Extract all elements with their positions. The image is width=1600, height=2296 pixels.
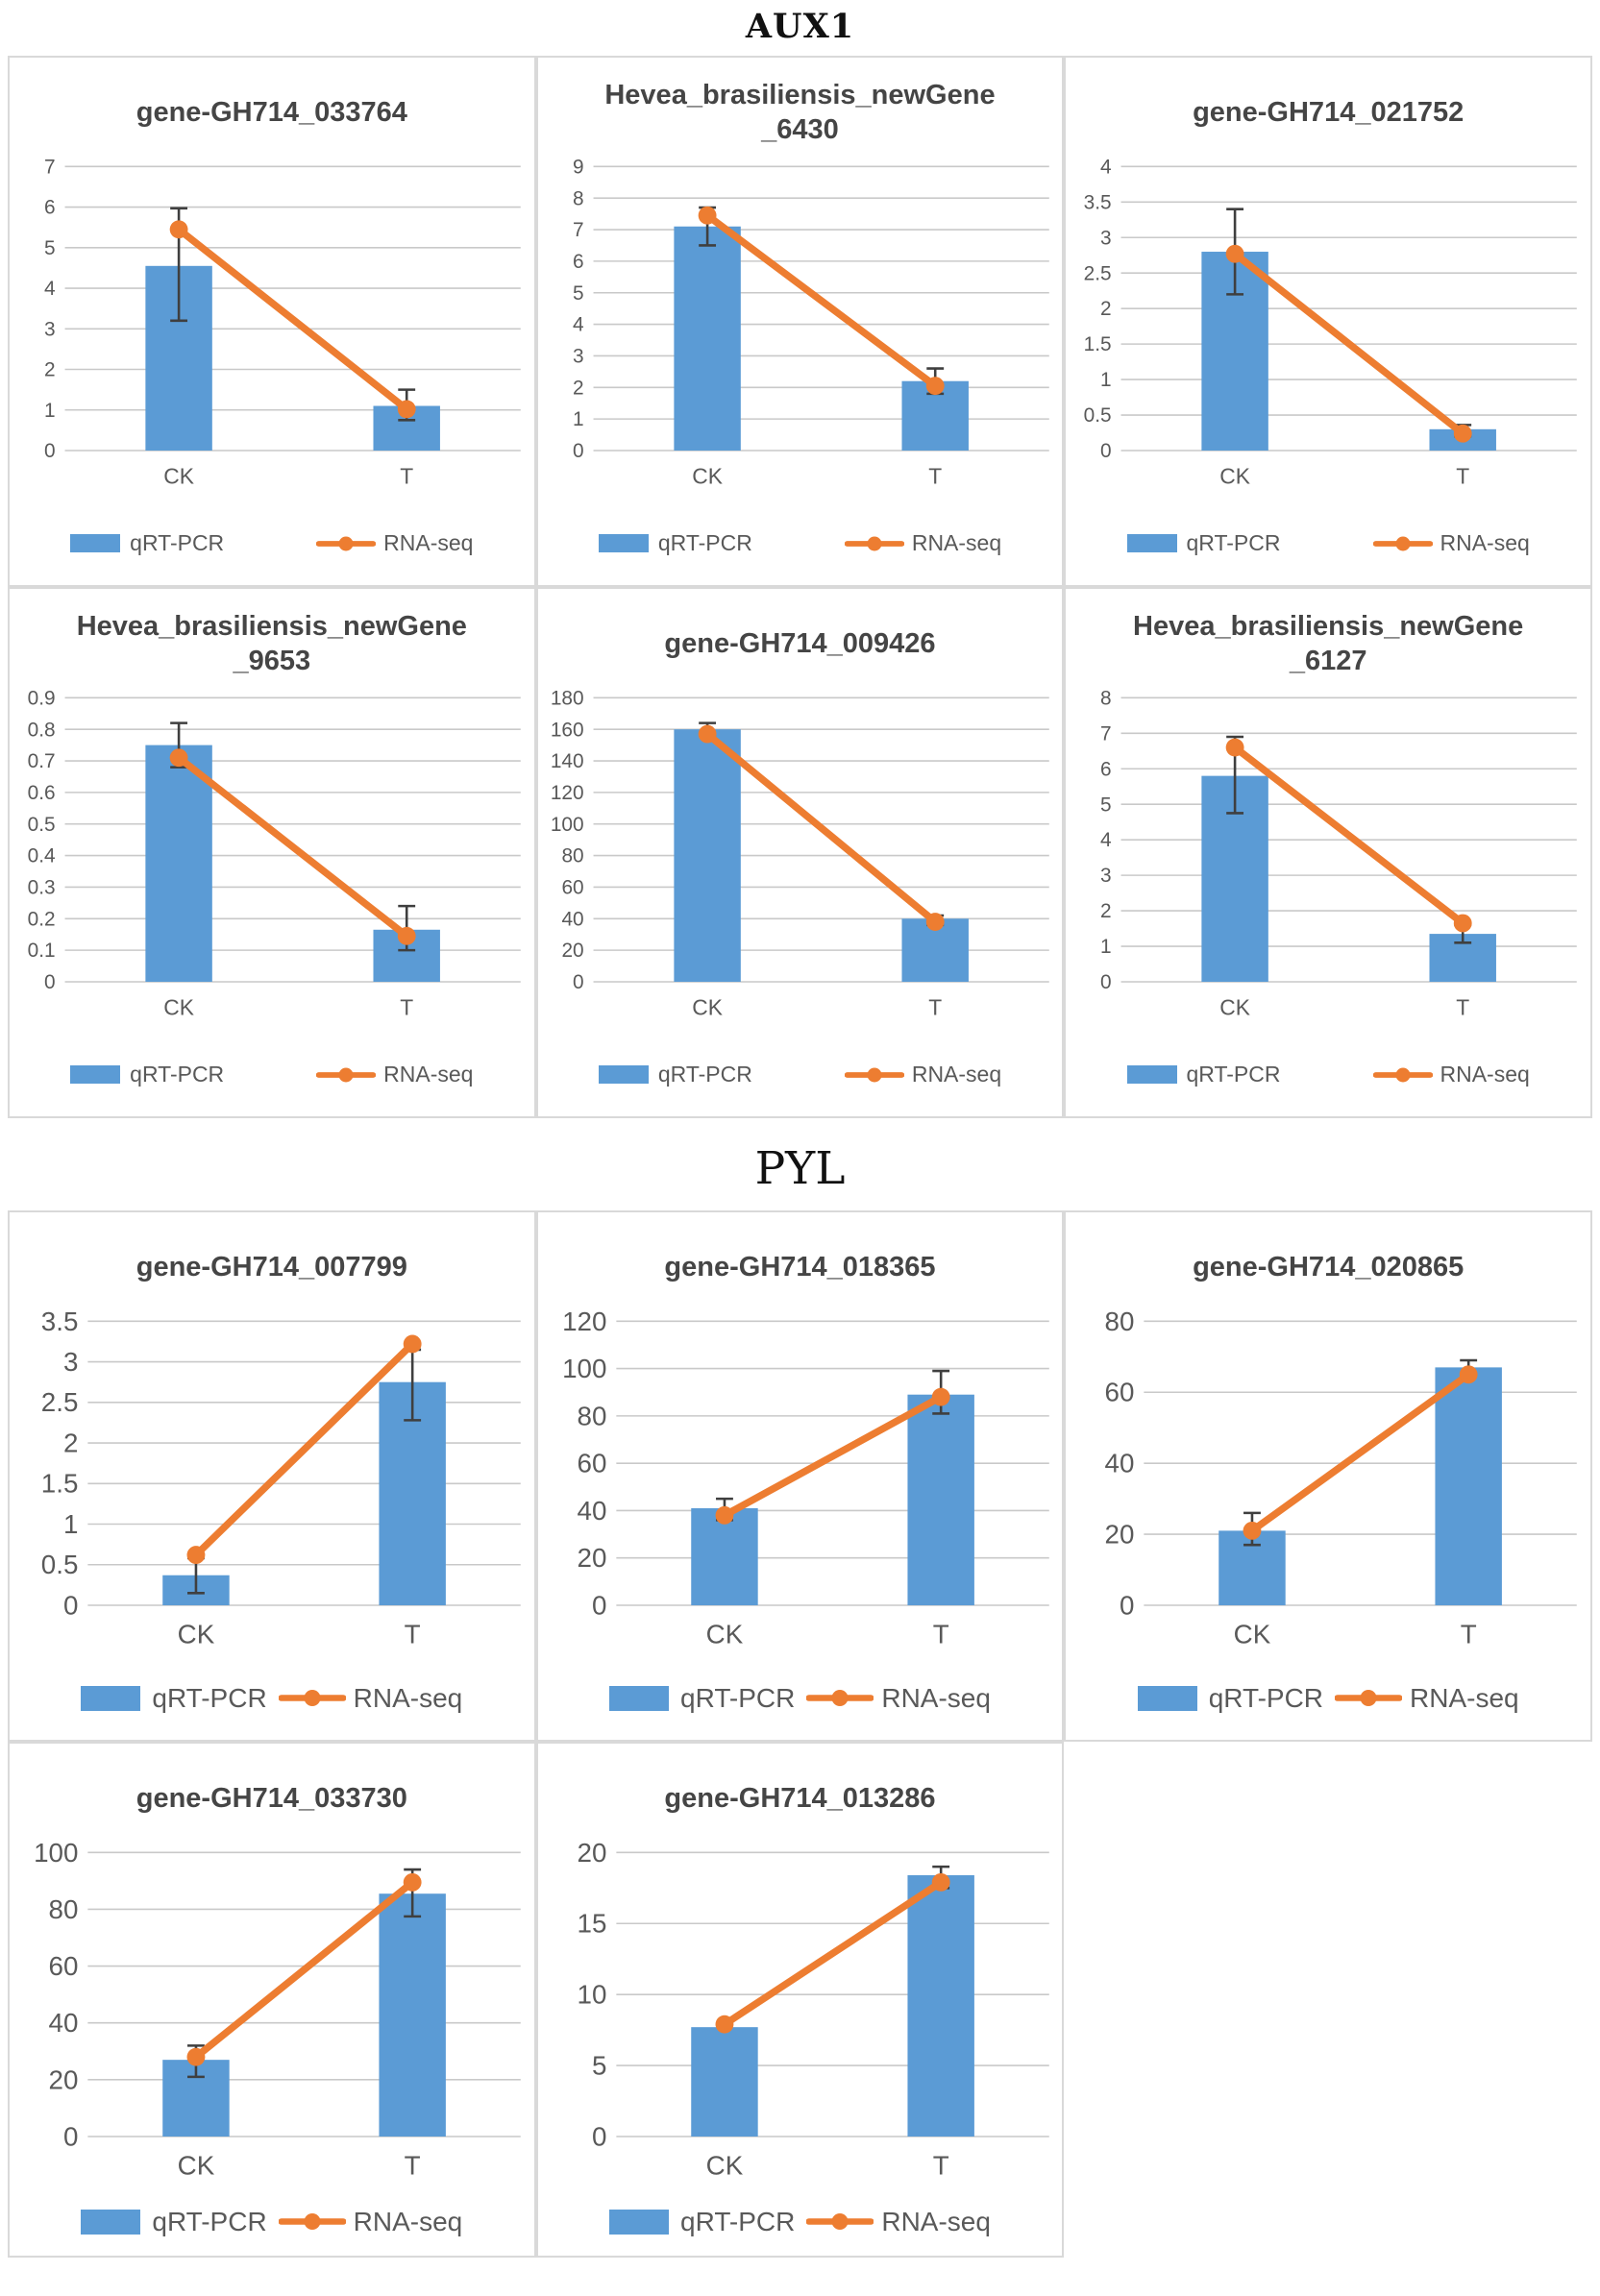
- line-series-marker-icon: [806, 2211, 874, 2233]
- y-tick-label: 7: [572, 219, 584, 242]
- line-series-marker-icon: [1335, 1687, 1402, 1709]
- x-category-label: T: [927, 994, 942, 1020]
- x-category-label: T: [1461, 1619, 1477, 1649]
- bar-t: [1436, 1368, 1502, 1606]
- chart-legend: [538, 1033, 1063, 1116]
- chart-plot: [1066, 1308, 1590, 1656]
- y-tick-label: 0.1: [27, 940, 56, 963]
- y-tick-label: 6: [44, 196, 56, 219]
- bar-ck: [691, 2027, 757, 2137]
- chart-plot: [10, 1840, 534, 2187]
- x-category-label: CK: [177, 2150, 215, 2181]
- chart-plot: [1066, 685, 1590, 1033]
- y-tick-label: 0: [572, 971, 584, 994]
- bar-series-swatch-icon: [609, 1686, 669, 1711]
- bar-series: [162, 1894, 446, 2137]
- x-category-label: T: [400, 994, 414, 1020]
- legend-label-line: RNA-seq: [353, 1682, 463, 1713]
- line-marker-ck: [1226, 245, 1244, 263]
- bar-series: [1219, 1368, 1503, 1606]
- line-marker-ck: [170, 749, 188, 768]
- x-category-label: T: [932, 2150, 949, 2181]
- chart-plot: [10, 1308, 534, 1656]
- y-tick-label: 80: [561, 844, 584, 867]
- chart-legend: [10, 1656, 534, 1740]
- bar-series: [162, 1382, 446, 1605]
- chart-legend: [10, 501, 534, 585]
- x-category-label: CK: [705, 2150, 743, 2181]
- legend-item-rnaseq: [845, 530, 1001, 556]
- chart-plot: [538, 1840, 1063, 2187]
- legend-item-qrtpcr: [1127, 530, 1281, 556]
- chart-plot: [538, 685, 1063, 1033]
- legend-label-line: RNA-seq: [881, 1682, 991, 1713]
- x-category-label: CK: [691, 994, 723, 1020]
- y-tick-label: 40: [1104, 1448, 1135, 1478]
- legend-item-rnaseq: [279, 1683, 463, 1714]
- x-category-label: T: [404, 2150, 421, 2181]
- legend-item-qrtpcr: [1138, 1683, 1323, 1714]
- y-tick-label: 60: [561, 876, 584, 899]
- bar-ck: [674, 227, 740, 451]
- line-marker-t: [931, 1873, 949, 1892]
- bar-series-swatch-icon: [1138, 1686, 1197, 1711]
- bar-ck: [674, 729, 740, 982]
- y-tick-label: 1: [1100, 936, 1112, 959]
- legend-item-qrtpcr: [81, 1683, 266, 1714]
- legend-label-bar: qRT-PCR: [1186, 1062, 1281, 1087]
- legend-item-qrtpcr: [70, 1062, 224, 1087]
- line-series-marker-icon: [316, 534, 376, 553]
- line-series: [179, 758, 406, 937]
- chart-panel: [8, 1742, 536, 2258]
- legend-item-rnaseq: [316, 530, 473, 556]
- panel-title: gene-GH714_009426: [664, 628, 936, 660]
- chart-panel: [1064, 1210, 1592, 1742]
- y-tick-label: 4: [44, 278, 56, 301]
- y-tick-label: 0.5: [40, 1550, 79, 1580]
- legend-item-rnaseq: [316, 1062, 473, 1087]
- legend-item-qrtpcr: [609, 1683, 795, 1714]
- y-tick-label: 1: [572, 408, 584, 431]
- y-tick-label: 9: [572, 156, 584, 179]
- y-tick-label: 3: [62, 1347, 79, 1378]
- y-tick-label: 5: [1100, 794, 1112, 817]
- x-category-label: CK: [1234, 1619, 1271, 1649]
- panel-title: gene-GH714_018365: [664, 1252, 936, 1283]
- panel-title: Hevea_brasiliensis_newGene_9653: [76, 611, 467, 677]
- bar-series-swatch-icon: [1127, 534, 1177, 552]
- legend-label-line: RNA-seq: [383, 1062, 474, 1087]
- y-tick-label: 60: [577, 1448, 607, 1478]
- legend-item-rnaseq: [806, 2207, 991, 2237]
- y-tick-label: 100: [550, 814, 584, 837]
- x-category-label: CK: [1219, 463, 1251, 489]
- legend-item-qrtpcr: [609, 2207, 795, 2237]
- group-title-pyl: PYL: [754, 1142, 846, 1196]
- x-category-label: T: [404, 1619, 421, 1649]
- chart-plot: [10, 685, 534, 1033]
- chart-panel: [1064, 56, 1592, 587]
- x-category-label: CK: [163, 463, 194, 489]
- y-tick-label: 0.6: [27, 782, 56, 805]
- group-title-aux1: AUX1: [745, 7, 855, 46]
- y-tick-label: 100: [34, 1840, 79, 1869]
- line-marker-ck: [1226, 739, 1244, 757]
- y-tick-label: 1: [62, 1509, 79, 1540]
- line-series-marker-icon: [316, 1065, 376, 1085]
- chart-legend: [1066, 501, 1590, 585]
- legend-label-bar: qRT-PCR: [130, 1062, 225, 1087]
- legend-item-qrtpcr: [81, 2207, 266, 2237]
- bar-series-swatch-icon: [599, 1065, 649, 1084]
- y-tick-label: 2.5: [40, 1387, 79, 1418]
- panel-title: gene-GH714_033730: [135, 1783, 407, 1815]
- legend-item-qrtpcr: [70, 530, 224, 556]
- y-tick-label: 80: [577, 1401, 607, 1431]
- bar-series: [145, 266, 440, 451]
- line-marker-ck: [715, 2015, 733, 2034]
- chart-legend: [10, 2187, 534, 2256]
- y-tick-label: 4: [1100, 156, 1112, 179]
- y-tick-label: 60: [48, 1951, 79, 1982]
- y-tick-label: 0.7: [27, 750, 56, 773]
- line-marker-ck: [698, 725, 716, 744]
- line-series: [1235, 747, 1463, 923]
- y-tick-label: 1.5: [40, 1469, 79, 1500]
- line-series: [179, 230, 406, 409]
- gridlines: [562, 1308, 1049, 1620]
- line-series-marker-icon: [845, 1065, 904, 1085]
- y-tick-label: 120: [561, 1308, 607, 1337]
- x-category-label: T: [927, 463, 942, 489]
- y-tick-label: 0: [62, 1590, 79, 1621]
- legend-item-qrtpcr: [1127, 1062, 1281, 1087]
- y-tick-label: 1.5: [1083, 333, 1112, 356]
- x-category-label: CK: [177, 1619, 215, 1649]
- y-tick-label: 3: [1100, 227, 1112, 250]
- y-tick-label: 0.5: [27, 814, 56, 837]
- legend-item-rnaseq: [845, 1062, 1001, 1087]
- legend-label-bar: qRT-PCR: [657, 1062, 752, 1087]
- y-tick-label: 10: [577, 1979, 607, 2010]
- y-tick-label: 1: [44, 400, 56, 423]
- bar-t: [907, 1875, 973, 2137]
- y-tick-label: 0: [62, 2121, 79, 2152]
- y-tick-label: 3: [1100, 865, 1112, 888]
- bar-ck: [145, 745, 211, 982]
- bar-series-swatch-icon: [70, 1065, 120, 1084]
- y-tick-label: 0.3: [27, 876, 56, 899]
- legend-label-line: RNA-seq: [383, 530, 474, 556]
- legend-label-line: RNA-seq: [911, 1062, 1002, 1087]
- y-tick-label: 0.9: [27, 687, 56, 710]
- bar-series-swatch-icon: [609, 2210, 669, 2235]
- bar-series: [691, 1395, 974, 1605]
- y-tick-label: 60: [1104, 1377, 1135, 1407]
- y-tick-label: 2.5: [1083, 262, 1112, 285]
- y-tick-label: 0.5: [1083, 404, 1112, 427]
- panel-title: gene-GH714_013286: [664, 1783, 936, 1815]
- y-tick-label: 5: [44, 237, 56, 260]
- y-tick-label: 140: [550, 750, 584, 773]
- panel-title: gene-GH714_021752: [1193, 97, 1465, 129]
- line-marker-t: [1460, 1366, 1478, 1384]
- y-tick-label: 20: [1104, 1519, 1135, 1550]
- legend-item-rnaseq: [1335, 1683, 1519, 1714]
- chart-legend: [10, 1033, 534, 1116]
- y-tick-label: 3: [572, 345, 584, 368]
- bar-series: [1202, 776, 1497, 982]
- chart-legend: [538, 501, 1063, 585]
- y-tick-label: 180: [550, 687, 584, 710]
- panel-title: gene-GH714_007799: [135, 1252, 407, 1283]
- y-tick-label: 4: [572, 313, 584, 336]
- legend-label-bar: qRT-PCR: [680, 1682, 796, 1713]
- y-tick-label: 0: [1100, 440, 1112, 463]
- legend-item-qrtpcr: [599, 1062, 752, 1087]
- x-category-label: T: [1456, 463, 1470, 489]
- bar-series-swatch-icon: [70, 534, 120, 552]
- chart-plot: [10, 154, 534, 501]
- chart-legend: [538, 1656, 1063, 1740]
- y-tick-label: 0: [591, 1590, 607, 1621]
- y-tick-label: 3: [44, 318, 56, 341]
- y-tick-label: 20: [561, 940, 584, 963]
- y-tick-label: 0: [1120, 1590, 1135, 1621]
- gridlines: [41, 1308, 521, 1620]
- y-tick-label: 2: [44, 358, 56, 381]
- y-tick-label: 40: [577, 1496, 607, 1527]
- chart-panel: [8, 56, 536, 587]
- chart-plot: [1066, 154, 1590, 501]
- y-tick-label: 3.5: [1083, 191, 1112, 214]
- gridlines: [551, 688, 1049, 994]
- y-tick-label: 80: [48, 1894, 79, 1925]
- bar-series: [691, 1875, 974, 2137]
- bar-t: [907, 1395, 973, 1605]
- line-series-marker-icon: [845, 534, 904, 553]
- legend-label-line: RNA-seq: [1440, 530, 1530, 556]
- line-marker-t: [398, 401, 416, 419]
- bar-series-swatch-icon: [81, 1686, 140, 1711]
- y-tick-label: 80: [1104, 1308, 1135, 1337]
- gridlines: [577, 1840, 1048, 2151]
- line-marker-ck: [698, 207, 716, 225]
- y-tick-label: 0.2: [27, 908, 56, 931]
- y-tick-label: 0: [572, 440, 584, 463]
- bar-t: [379, 1894, 445, 2137]
- legend-item-rnaseq: [1373, 1062, 1530, 1087]
- y-tick-label: 15: [577, 1908, 607, 1939]
- line-marker-t: [1454, 425, 1472, 443]
- y-tick-label: 0.4: [27, 844, 56, 867]
- chart-plot: [538, 154, 1063, 501]
- y-tick-label: 4: [1100, 829, 1112, 852]
- y-tick-label: 3.5: [40, 1308, 79, 1337]
- bar-series: [674, 227, 969, 451]
- gridlines: [1100, 688, 1577, 994]
- y-tick-label: 0: [44, 440, 56, 463]
- line-marker-ck: [715, 1506, 733, 1525]
- y-tick-label: 20: [577, 1840, 607, 1869]
- y-tick-label: 2: [62, 1428, 79, 1458]
- x-category-label: T: [932, 1619, 949, 1649]
- line-marker-t: [1454, 915, 1472, 933]
- y-tick-label: 20: [577, 1543, 607, 1574]
- chart-legend: [538, 2187, 1063, 2256]
- line-series-marker-icon: [279, 1687, 346, 1709]
- empty-cell: [1064, 1742, 1592, 2258]
- line-marker-t: [925, 913, 944, 931]
- bar-series-swatch-icon: [599, 534, 649, 552]
- gridlines: [573, 157, 1049, 463]
- x-category-label: T: [400, 463, 414, 489]
- legend-label-bar: qRT-PCR: [1186, 530, 1281, 556]
- y-tick-label: 20: [48, 2064, 79, 2095]
- y-tick-label: 100: [561, 1354, 607, 1384]
- line-series: [707, 734, 935, 921]
- legend-label-bar: qRT-PCR: [152, 2206, 267, 2236]
- line-series-marker-icon: [279, 2211, 346, 2233]
- y-tick-label: 0: [1100, 971, 1112, 994]
- aux1-panel-grid: [8, 56, 1592, 1118]
- legend-label-line: RNA-seq: [911, 530, 1002, 556]
- line-marker-t: [404, 1873, 422, 1892]
- chart-panel: [536, 587, 1065, 1118]
- line-series-marker-icon: [806, 1687, 874, 1709]
- y-tick-label: 8: [1100, 687, 1112, 710]
- gridlines: [1084, 157, 1577, 463]
- pyl-panel-grid: [8, 1210, 1592, 2258]
- chart-legend: [1066, 1656, 1590, 1740]
- legend-label-bar: qRT-PCR: [1208, 1682, 1324, 1713]
- legend-item-rnaseq: [279, 2207, 463, 2237]
- y-tick-label: 1: [1100, 369, 1112, 392]
- y-tick-label: 0.8: [27, 719, 56, 742]
- legend-item-rnaseq: [806, 1683, 991, 1714]
- y-tick-label: 2: [572, 377, 584, 400]
- y-tick-label: 40: [48, 2008, 79, 2039]
- x-category-label: T: [1456, 994, 1470, 1020]
- gridlines: [28, 688, 521, 994]
- chart-panel: [8, 587, 536, 1118]
- chart-panel: [536, 1210, 1065, 1742]
- chart-panel: [8, 1210, 536, 1742]
- panel-title: gene-GH714_033764: [135, 97, 407, 129]
- legend-label-bar: qRT-PCR: [152, 1682, 267, 1713]
- chart-panel: [536, 1742, 1065, 2258]
- panel-title: Hevea_brasiliensis_newGene_6430: [604, 80, 996, 146]
- legend-label-line: RNA-seq: [881, 2206, 991, 2236]
- line-marker-t: [398, 927, 416, 945]
- legend-label-bar: qRT-PCR: [657, 530, 752, 556]
- x-category-label: CK: [691, 463, 723, 489]
- y-tick-label: 5: [591, 2050, 607, 2081]
- panel-title: gene-GH714_020865: [1193, 1252, 1465, 1283]
- line-marker-ck: [170, 221, 188, 239]
- chart-plot: [538, 1308, 1063, 1656]
- x-category-label: CK: [705, 1619, 743, 1649]
- line-marker-t: [931, 1388, 949, 1406]
- y-tick-label: 160: [550, 719, 584, 742]
- line-series-marker-icon: [1373, 1065, 1433, 1085]
- line-marker-ck: [187, 1546, 206, 1564]
- legend-label-bar: qRT-PCR: [130, 530, 225, 556]
- chart-panel: [1064, 587, 1592, 1118]
- y-tick-label: 6: [1100, 758, 1112, 781]
- legend-label-line: RNA-seq: [353, 2206, 463, 2236]
- y-tick-label: 0: [591, 2121, 607, 2152]
- legend-label-line: RNA-seq: [1410, 1682, 1519, 1713]
- x-category-label: CK: [1219, 994, 1251, 1020]
- line-marker-ck: [1243, 1522, 1262, 1540]
- y-tick-label: 0: [44, 971, 56, 994]
- panel-title: Hevea_brasiliensis_newGene_6127: [1133, 611, 1524, 677]
- y-tick-label: 2: [1100, 298, 1112, 321]
- y-tick-label: 6: [572, 251, 584, 274]
- y-tick-label: 7: [44, 156, 56, 179]
- legend-label-line: RNA-seq: [1440, 1062, 1530, 1087]
- x-category-label: CK: [163, 994, 194, 1020]
- chart-legend: [1066, 1033, 1590, 1116]
- line-marker-ck: [187, 2048, 206, 2066]
- figure-page: [8, 0, 1592, 2258]
- line-series-marker-icon: [1373, 534, 1433, 553]
- bar-series: [145, 745, 440, 982]
- legend-label-bar: qRT-PCR: [680, 2206, 796, 2236]
- line-series: [707, 215, 935, 385]
- y-tick-label: 120: [550, 782, 584, 805]
- line-marker-t: [925, 377, 944, 395]
- legend-item-rnaseq: [1373, 530, 1530, 556]
- legend-item-qrtpcr: [599, 530, 752, 556]
- y-tick-label: 40: [561, 908, 584, 931]
- y-tick-label: 7: [1100, 722, 1112, 745]
- bar-series-swatch-icon: [1127, 1065, 1177, 1084]
- y-tick-label: 2: [1100, 900, 1112, 923]
- chart-panel: [536, 56, 1065, 587]
- line-marker-t: [404, 1335, 422, 1354]
- y-tick-label: 5: [572, 282, 584, 305]
- y-tick-label: 8: [572, 187, 584, 210]
- bar-series-swatch-icon: [81, 2210, 140, 2235]
